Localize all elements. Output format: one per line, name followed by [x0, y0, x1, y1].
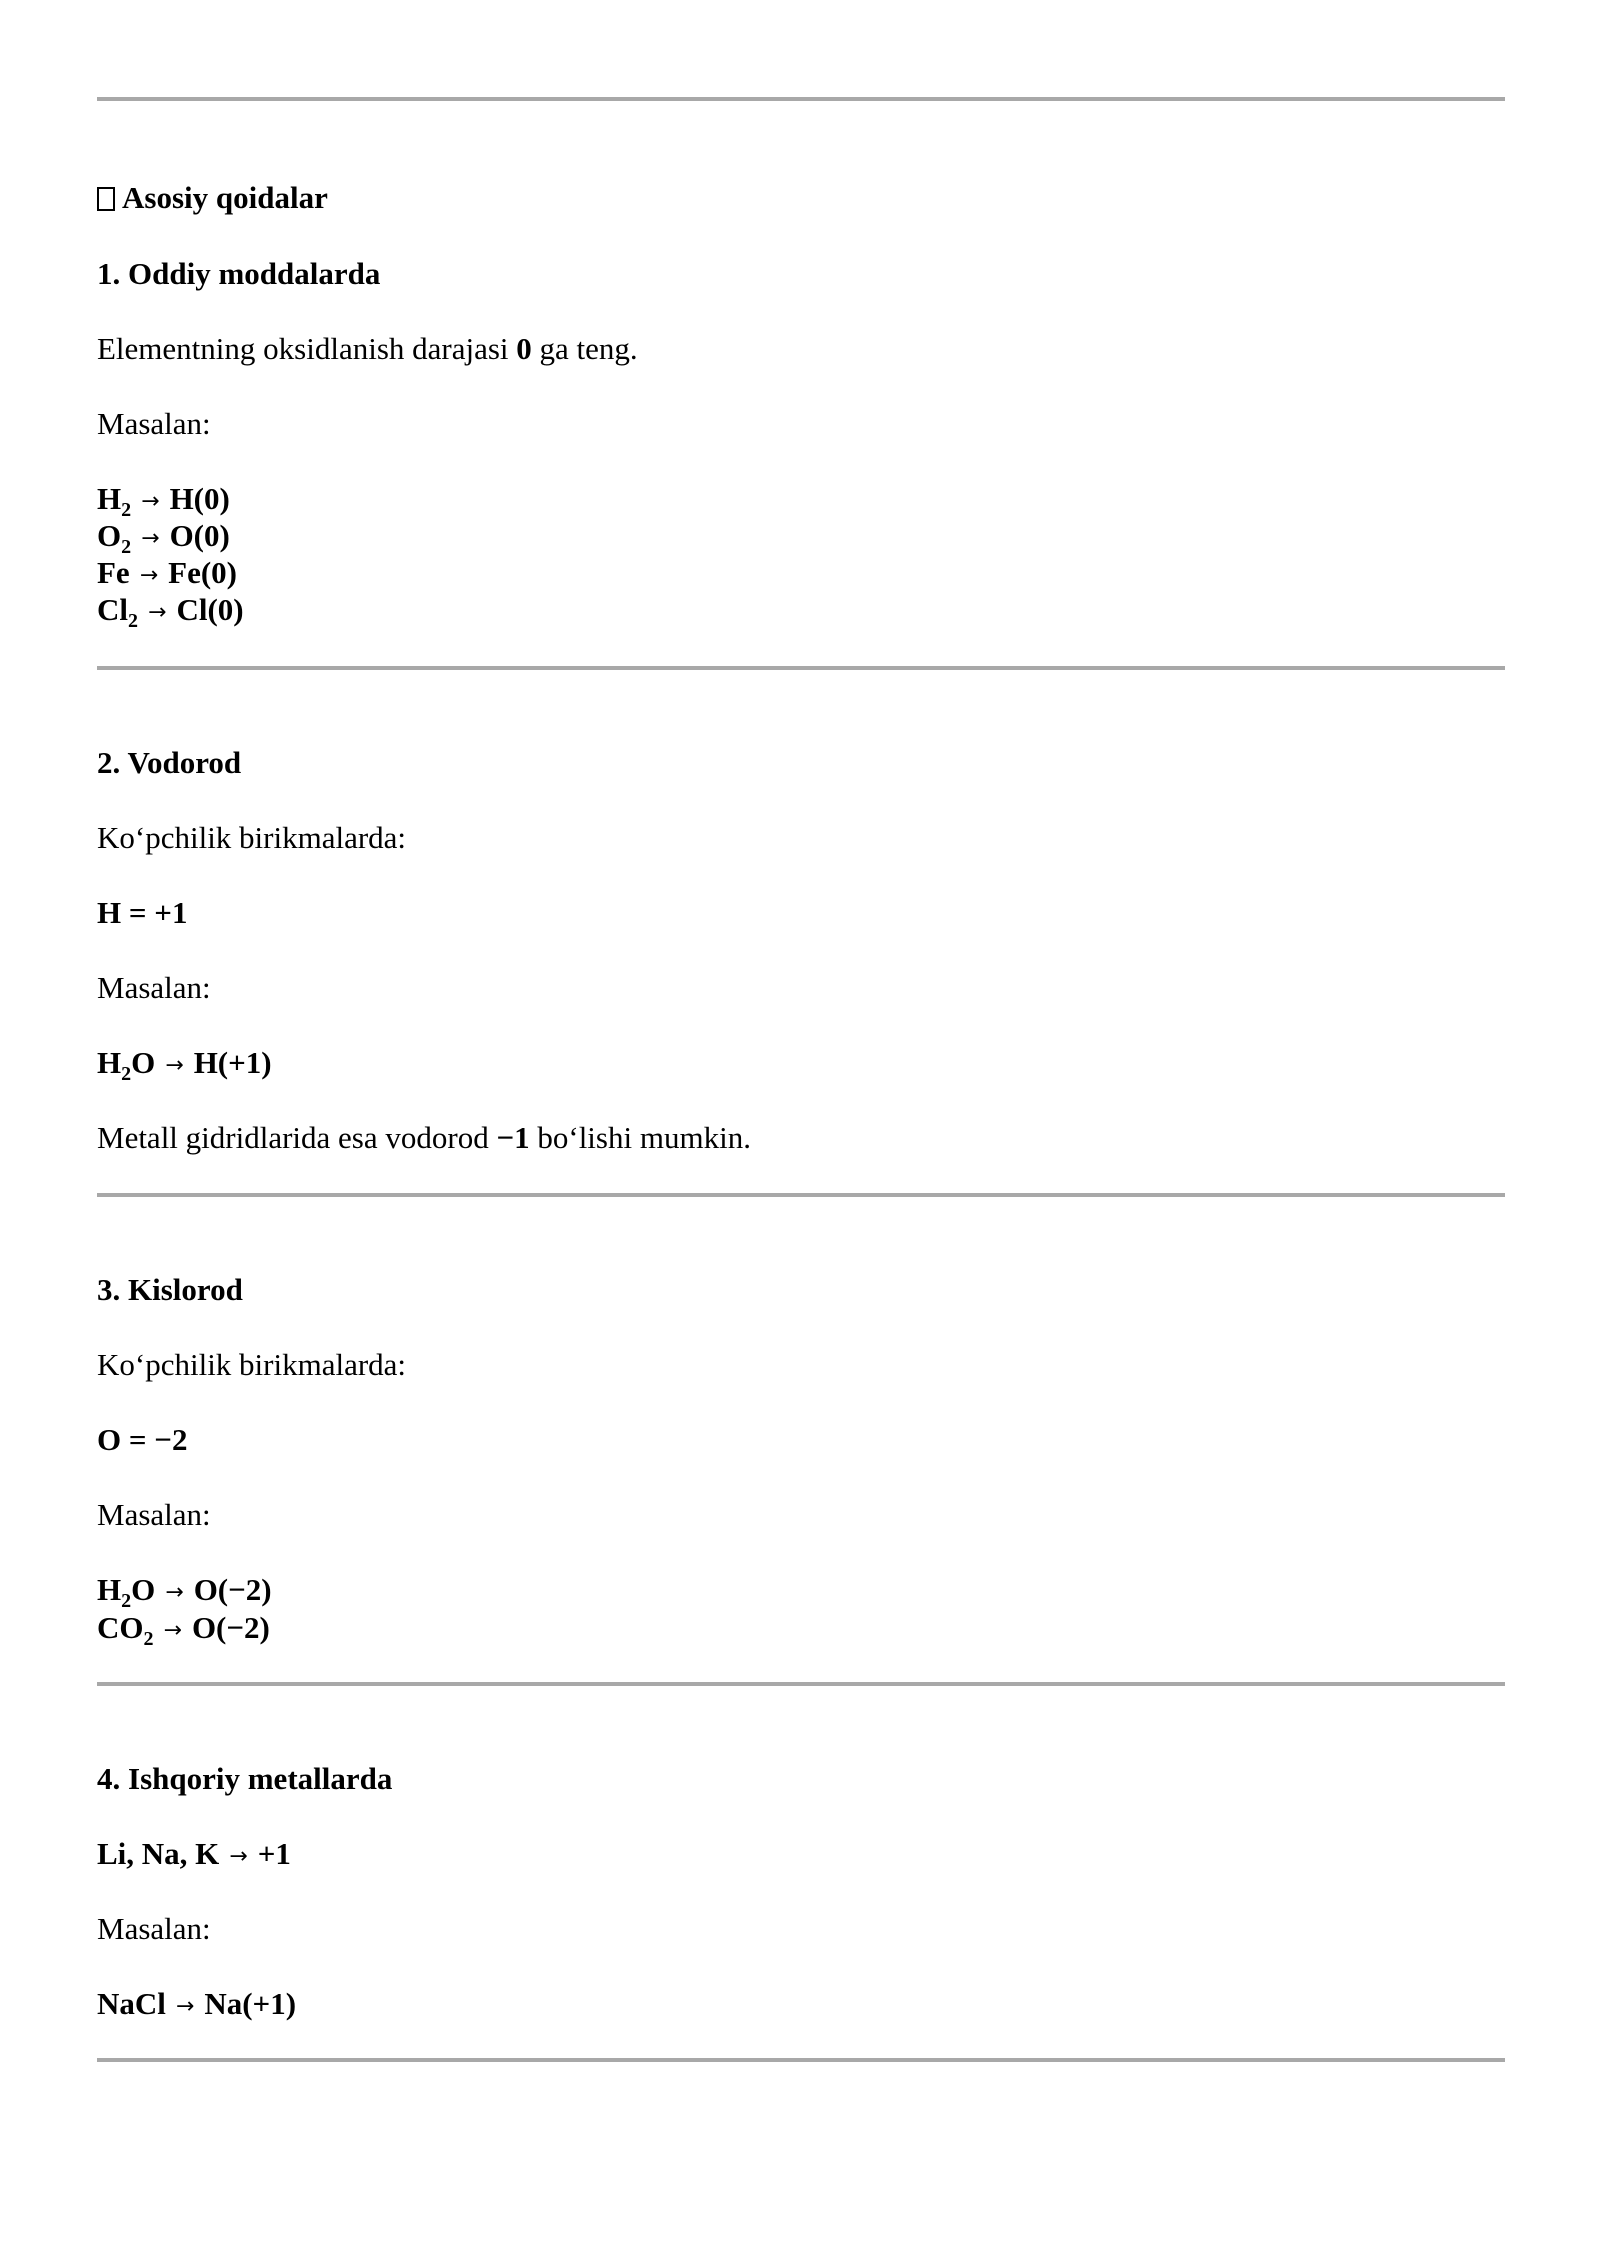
- section-2-note: Metall gidridlarida esa vodorod −1 boʻlishi mumkin.: [97, 1120, 751, 1155]
- section-4-title: 4. Ishqoriy metallarda: [97, 1761, 393, 1796]
- section-2-intro: Koʻpchilik birikmalarda:: [97, 820, 407, 855]
- section-3-intro: Koʻpchilik birikmalarda:: [97, 1347, 407, 1382]
- section-2-title: 2. Vodorod: [97, 745, 242, 780]
- example-formula: $Cl_2 \to Cl(0)$: [97, 592, 244, 632]
- arrow-icon: →: [148, 600, 167, 625]
- section-3-rule: O = −2: [97, 1422, 188, 1457]
- section-heading: Asosiy qoidalar: [97, 179, 328, 217]
- arrow-icon: →: [141, 489, 160, 514]
- arrow-icon: →: [229, 1844, 248, 1869]
- example-label: Masalan:: [97, 1497, 211, 1532]
- section-1-rule: Elementning oksidlanish darajasi 0 ga teng.: [97, 331, 638, 366]
- example-label: Masalan:: [97, 1911, 211, 1946]
- example-formula: $H_2O \to H(+1)$: [97, 1045, 272, 1085]
- divider: [97, 1193, 1505, 1197]
- arrow-icon: →: [163, 1618, 182, 1643]
- example-formula: $O_2 \to O(0)$: [97, 518, 230, 558]
- example-formula: $CO_2 \to O(-2)$: [97, 1610, 270, 1650]
- section-2-rule: H = +1: [97, 895, 188, 930]
- example-formula: NaCl → Na(+1): [97, 1986, 297, 2021]
- example-label: Masalan:: [97, 970, 211, 1005]
- arrow-icon: →: [141, 526, 160, 551]
- divider: [97, 666, 1505, 670]
- example-label: Masalan:: [97, 406, 211, 441]
- example-formula: $H_2 \to H(0)$: [97, 481, 230, 521]
- example-formula: $H_2O \to O(-2)$: [97, 1572, 272, 1612]
- arrow-icon: →: [165, 1053, 184, 1078]
- section-3-title: 3. Kislorod: [97, 1272, 243, 1307]
- arrow-icon: →: [175, 1994, 195, 2019]
- arrow-icon: →: [165, 1580, 184, 1605]
- missing-glyph-icon: [97, 187, 115, 211]
- section-1-title: 1. Oddiy moddalarda: [97, 256, 381, 291]
- arrow-icon: →: [139, 563, 159, 588]
- example-formula: Fe → Fe(0): [97, 555, 237, 590]
- divider: [97, 1682, 1505, 1686]
- divider: [97, 97, 1505, 101]
- section-4-rule: Li, Na, K → +1: [97, 1836, 291, 1871]
- divider: [97, 2058, 1505, 2062]
